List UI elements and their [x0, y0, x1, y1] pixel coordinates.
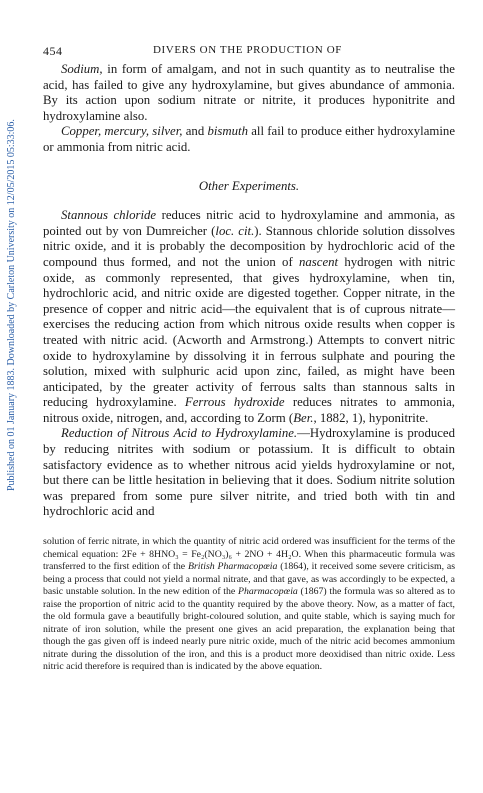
footnote-text-3: (1867) the formula was so altered as to raise the proportion of nitric acid to the quantity required by the above theory. Now, as a matter of fact, the old formula gave a beautifully bright-coloured solution, and quite stable, which is saying much for nitrate of iron solution, while the present one gives an acid preparation, the explanation being that though the gas given off is indeed nearly pure nitric oxide, much of the nitric acid becomes ammonium nitrate during the dissolution of the iron, and this is a product more deoxidised than nitric oxide. Less nitric acid therefore is required than is indicated by the above equation. [43, 586, 455, 672]
stannous-term: Stannous chloride [61, 208, 157, 223]
british-pharmacopoeia-title: British Pharmacopœia [188, 561, 278, 572]
paragraph-sodium [43, 62, 455, 124]
stannous-text-2: ). Stannous chloride solution dissolves nitric oxide, and it is probably the decomposition by hydrochloric acid of the compound thus formed, and not the union of [43, 223, 455, 269]
paragraph-sodium-text: in form of amalgam, and not in such quantity as to neutralise the acid, has failed to give any hydroxylamine, but gives abundance of ammonia. By its action upon sodium nitrate or nitrite, it produces hyponitrite and hydroxylamine also. [43, 62, 455, 123]
running-title: DIVERS ON THE PRODUCTION OF [153, 44, 342, 56]
paragraph-metals-text-2: all fail to produce either hydroxylamine or ammonia from nitric acid. [43, 124, 455, 154]
ferrous-hydroxide-term: Ferrous hydroxide [184, 395, 285, 410]
pharmacopoeia-title: Pharmacopœia [237, 586, 298, 597]
nascent-term: nascent [299, 254, 339, 269]
nitrous-acid-text: —Hydroxylamine is produced by reducing nitrites with sodium or potassium. It is difficult to obtain satisfactory evidence as to whether nitrous acid yields hydroxylamine or not, but there can be little hesitation in believing that it does. Sodium nitrite solution was prepared from some pure silver nitrite, and tried both with tin and hydrochloric acid and [43, 426, 455, 519]
citation-loc-cit: loc. cit. [215, 223, 255, 238]
stannous-text-1: reduces nitric acid to hydroxylamine and ammonia, as pointed out by von Dumreicher ( [43, 208, 455, 238]
paragraph-metals-text-1: and [182, 124, 208, 139]
page-number: 454 [43, 44, 63, 58]
metals-term: Copper, mercury, silver, [61, 124, 183, 139]
footnote-text-1: solution of ferric nitrate, in which the quantity of nitric acid ordered was insufficient for the terms of the chemical equation: 2Fe + 8HNO₃ = Fe₂(NO₃)₆ + 2NO + 4H₂O. When this pharmaceutic formula was transferred to the first edition of the [43, 536, 455, 572]
stannous-text-4: reduces nitrates to ammonia, nitrous oxide, nitrogen, and, according to Zorm ( [43, 395, 456, 425]
bismuth-term: bismuth [207, 124, 248, 139]
stannous-text-5: , 1882, 1), hyponitrite. [313, 410, 429, 425]
nitrous-acid-heading: Reduction of Nitrous Acid to Hydroxylamine. [61, 426, 298, 441]
citation-ber: Ber. [293, 410, 314, 425]
section-heading: Other Experiments. [198, 178, 300, 193]
paragraph-metals [43, 124, 455, 155]
paragraph-stannous [43, 208, 455, 426]
footnote [43, 536, 455, 674]
footnote-text [43, 536, 455, 674]
article-body [43, 62, 455, 520]
sodium-term: Sodium, [61, 62, 103, 76]
stannous-text-3: hydrogen with nitric oxide, as commonly represented, that gives hydroxylamine, when tin, hydrochloric acid, and nitric oxide are digested together. Copper nitrate, in the presence of copper and nitric acid—the equivalent that is of cuprous nitrate—exercises the reducing action from which nitrous oxide results when copper is treated with nitric acid. (Acworth and Armstrong.) Attempts to convert nitric oxide to hydroxylamine by dissolving it in ferrous sulphate and pouring the solution, mixed with sulphuric acid upon zinc, failed, as might have been anticipated, by the greater activity of ferrous salts than stannous salts in reducing hydroxylamine. [43, 254, 456, 410]
page-header [43, 44, 453, 60]
paragraph-nitrous-acid [43, 426, 455, 520]
download-watermark: Published on 01 January 1883. Downloaded by Carleton University on 12/05/2015 05:33:06. [6, 119, 17, 491]
footnote-text-2: (1864), it received some severe criticism, as being a process that could not yield a normal nitrate, and that gave, as was accordingly to be expected, a basic unstable solution. In the new edition of the [43, 561, 456, 597]
